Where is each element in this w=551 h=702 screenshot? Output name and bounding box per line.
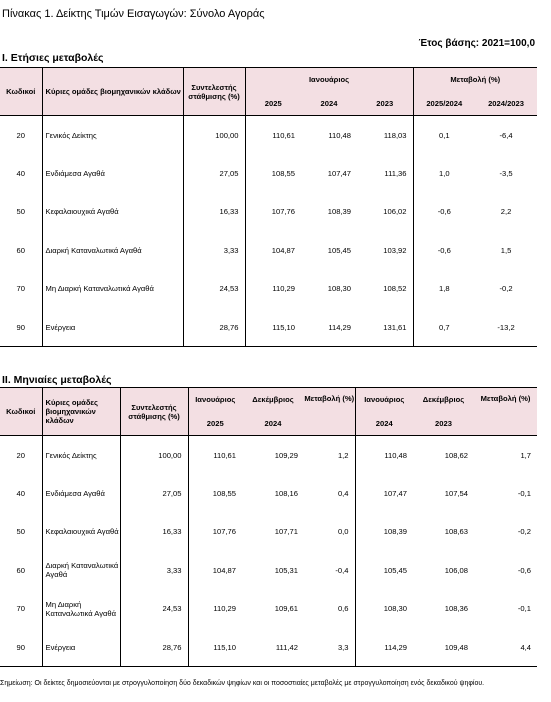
header-weight: Συντελεστής στάθμισης (%) <box>120 388 188 436</box>
header-weight: Συντελεστής στάθμισης (%) <box>183 68 245 116</box>
cell-weight: 100,00 <box>120 436 188 475</box>
cell-code: 50 <box>0 193 42 232</box>
cell-change-2025-2024: 0,7 <box>413 308 475 347</box>
header-2023: 2023 <box>357 92 413 116</box>
cell-weight: 28,76 <box>183 308 245 347</box>
cell-change-2025-2024: -0,6 <box>437 245 451 255</box>
base-year: Έτος βάσης: 2021=100,0 <box>418 38 535 49</box>
cell-group: Γενικός Δείκτης <box>42 116 183 155</box>
cell-weight: 16,33 <box>120 513 188 552</box>
header-year: 2024 <box>355 412 413 436</box>
cell-january-prev: 110,48 <box>384 450 407 460</box>
table-row <box>0 116 537 155</box>
header-year: 2025 <box>188 412 242 436</box>
cell-code: 20 <box>0 116 42 155</box>
cell-2025: 110,29 <box>272 284 295 294</box>
cell-code: 60 <box>0 231 42 270</box>
header-change: Μεταβολή (%) <box>304 388 355 436</box>
cell-december: 109,29 <box>274 450 298 460</box>
cell-january-prev: 105,45 <box>383 565 407 575</box>
table-row <box>0 590 537 629</box>
cell-change-prev: -0,6 <box>517 565 531 575</box>
header-change: Μεταβολή (%) <box>413 68 537 92</box>
cell-weight: 27,05 <box>120 474 188 513</box>
cell-change-2024-2023: -13,2 <box>475 308 537 347</box>
cell-change-prev: 1,7 <box>520 450 531 460</box>
cell-2024: 108,30 <box>327 284 351 294</box>
cell-2025: 108,55 <box>271 168 295 178</box>
cell-change: 1,2 <box>304 436 355 475</box>
cell-group: Ενέργεια <box>42 308 183 347</box>
monthly-changes-table <box>0 387 537 667</box>
cell-2023: 103,92 <box>357 231 413 270</box>
cell-december: 111,42 <box>242 628 304 667</box>
header-january-prev: Ιανουάριος <box>355 388 413 412</box>
footnote: Σημείωση: Οι δείκτες δημοσιεύονται με στρογγυλοποίηση δύο δεκαδικών ψηφίων και οι ποσοστιαίες μεταβολές με στρογγυλοποίηση ενός δεκαδικού ψηφίου. <box>0 680 485 687</box>
cell-2024: 108,39 <box>327 207 351 217</box>
cell-change-2024-2023: -3,5 <box>499 168 513 178</box>
cell-january-prev: 108,39 <box>383 527 407 537</box>
cell-2024: 114,29 <box>301 308 357 347</box>
cell-change-2025-2024: -0,6 <box>437 207 451 217</box>
header-2024: 2024 <box>301 92 357 116</box>
cell-change: 0,6 <box>304 590 355 629</box>
cell-code: 70 <box>0 590 42 629</box>
table-row <box>0 193 537 232</box>
cell-january-prev: 108,30 <box>383 604 407 614</box>
cell-group: Διαρκή Καταναλωτικά Αγαθά <box>42 231 183 270</box>
cell-january: 110,61 <box>213 450 236 460</box>
cell-change: 3,3 <box>304 628 355 667</box>
cell-change-2024-2023: 2,2 <box>500 207 512 217</box>
cell-weight: 28,76 <box>120 628 188 667</box>
cell-change: -0,4 <box>304 551 355 590</box>
cell-2024: 105,45 <box>327 245 351 255</box>
cell-change-2024-2023: -6,4 <box>499 130 513 140</box>
cell-december-prev: 106,08 <box>444 565 468 575</box>
cell-group: Κεφαλαιουχικά Αγαθά <box>42 513 120 552</box>
cell-december-prev: 109,48 <box>413 628 474 667</box>
cell-code: 40 <box>0 474 42 513</box>
cell-change-2025-2024: 1,0 <box>438 168 450 178</box>
cell-code: 90 <box>0 308 42 347</box>
table-row <box>0 513 537 552</box>
cell-code: 20 <box>0 436 42 475</box>
header-group: Κύριες ομάδες βιομηχανικών κλάδων <box>42 68 183 116</box>
header-2024-2023: 2024/2023 <box>475 92 537 116</box>
cell-weight: 24,53 <box>120 590 188 629</box>
cell-january-prev: 114,29 <box>355 628 413 667</box>
cell-december-prev: 108,62 <box>444 450 468 460</box>
table-row <box>0 436 537 475</box>
section-monthly-heading: II. Μηνιαίες μεταβολές <box>2 374 112 386</box>
cell-2023: 108,52 <box>357 270 413 309</box>
cell-december: 109,61 <box>274 604 298 614</box>
cell-2023: 111,36 <box>357 154 413 193</box>
header-january: Ιανουάριος <box>245 68 413 92</box>
header-year: 2024 <box>242 412 304 436</box>
header-change-prev: Μεταβολή (%) <box>474 388 537 436</box>
cell-change: 0,4 <box>304 474 355 513</box>
cell-weight: 100,00 <box>183 116 245 155</box>
cell-december-prev: 107,54 <box>444 488 468 498</box>
header-year: 2023 <box>413 412 474 436</box>
cell-change-prev: -0,1 <box>517 604 531 614</box>
cell-january: 107,76 <box>212 527 236 537</box>
cell-december: 105,31 <box>274 565 298 575</box>
header-december-prev: Δεκέμβριος <box>413 388 474 412</box>
cell-january-prev: 107,47 <box>383 488 407 498</box>
cell-code: 70 <box>0 270 42 309</box>
cell-2025: 115,10 <box>245 308 301 347</box>
cell-weight: 24,53 <box>183 270 245 309</box>
cell-group: Διαρκή Καταναλωτικά Αγαθά <box>42 551 120 590</box>
cell-code: 50 <box>0 513 42 552</box>
cell-code: 60 <box>0 551 42 590</box>
cell-group: Ενδιάμεσα Αγαθά <box>42 154 183 193</box>
table-row <box>0 551 537 590</box>
cell-december-prev: 108,63 <box>444 527 468 537</box>
table-row <box>0 474 537 513</box>
cell-weight: 27,05 <box>183 154 245 193</box>
cell-change-2024-2023: 1,5 <box>500 245 512 255</box>
table-row <box>0 154 537 193</box>
table-row <box>0 270 537 309</box>
cell-change-2024-2023: -0,2 <box>499 284 513 294</box>
cell-code: 90 <box>0 628 42 667</box>
cell-group: Ενδιάμεσα Αγαθά <box>42 474 120 513</box>
cell-2023: 131,61 <box>357 308 413 347</box>
cell-2025: 107,76 <box>271 207 295 217</box>
header-2025-2024: 2025/2024 <box>413 92 475 116</box>
cell-weight: 3,33 <box>120 551 188 590</box>
cell-2024: 107,47 <box>327 168 351 178</box>
cell-2023: 106,02 <box>357 193 413 232</box>
cell-group: Γενικός Δείκτης <box>42 436 120 475</box>
cell-january: 110,29 <box>213 604 236 614</box>
cell-group: Ενέργεια <box>42 628 120 667</box>
cell-december-prev: 108,36 <box>444 604 468 614</box>
header-code: Κωδικοί <box>0 68 42 116</box>
cell-change-2025-2024: 1,8 <box>438 284 450 294</box>
cell-change: 0,0 <box>304 513 355 552</box>
header-2025: 2025 <box>245 92 301 116</box>
cell-weight: 3,33 <box>183 231 245 270</box>
header-december: Δεκέμβριος <box>242 388 304 412</box>
header-code: Κωδικοί <box>0 388 42 436</box>
header-group: Κύριες ομάδες βιομηχανικών κλάδων <box>42 388 120 436</box>
header-january: Ιανουάριος <box>188 388 242 412</box>
table-row <box>0 231 537 270</box>
cell-change-2025-2024: 0,1 <box>438 130 450 140</box>
cell-group: Μη Διαρκή Καταναλωτικά Αγαθά <box>42 270 183 309</box>
cell-change-prev: 4,4 <box>474 628 537 667</box>
cell-january: 108,55 <box>212 488 236 498</box>
table-row <box>0 628 537 667</box>
cell-change-prev: -0,1 <box>517 488 531 498</box>
cell-december: 108,16 <box>274 488 298 498</box>
cell-group: Κεφαλαιουχικά Αγαθά <box>42 193 183 232</box>
cell-change-prev: -0,2 <box>517 527 531 537</box>
cell-2023: 118,03 <box>357 116 413 155</box>
table-row <box>0 308 537 347</box>
cell-2024: 110,48 <box>328 130 351 140</box>
cell-group: Μη Διαρκή Καταναλωτικά Αγαθά <box>42 590 120 629</box>
cell-december: 107,71 <box>274 527 298 537</box>
page-title: Πίνακας 1. Δείκτης Τιμών Εισαγωγών: Σύνολο Αγοράς <box>2 8 265 20</box>
cell-january: 104,87 <box>212 565 236 575</box>
cell-code: 40 <box>0 154 42 193</box>
cell-2025: 104,87 <box>271 245 295 255</box>
annual-changes-table <box>0 67 537 347</box>
section-annual-heading: I. Ετήσιες μεταβολές <box>2 52 104 64</box>
cell-january: 115,10 <box>188 628 242 667</box>
cell-2025: 110,61 <box>272 130 295 140</box>
cell-weight: 16,33 <box>183 193 245 232</box>
